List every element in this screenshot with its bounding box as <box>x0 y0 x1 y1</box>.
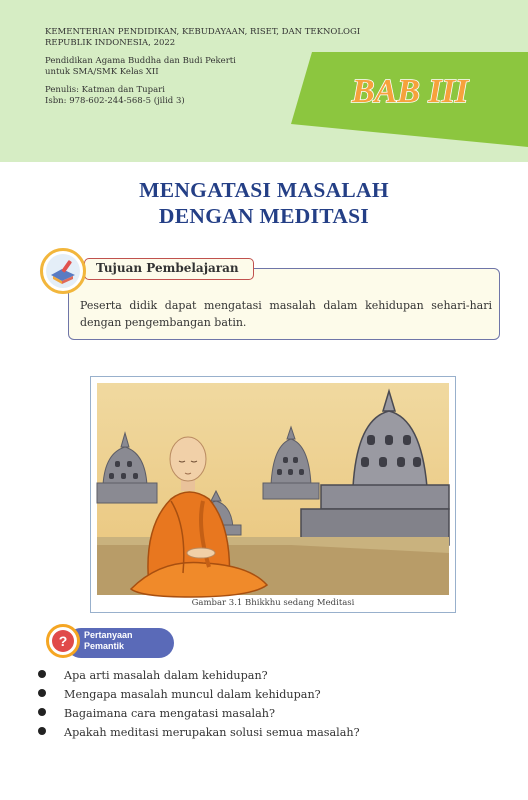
bullet-icon <box>38 727 46 735</box>
figure-caption: Gambar 3.1 Bhikkhu sedang Meditasi <box>191 598 355 608</box>
question-item <box>38 688 321 701</box>
trigger-questions-label-line-1: Pertanyaan <box>84 630 133 640</box>
learning-goal-label: Tujuan Pembelajaran <box>96 261 239 275</box>
bullet-icon <box>38 670 46 678</box>
chapter-title-line-1: MENGATASI MASALAH <box>139 178 389 202</box>
isbn: Isbn: 978-602-244-568-5 (jilid 3) <box>45 96 185 106</box>
book-title-line-2: untuk SMA/SMK Kelas XII <box>45 67 159 77</box>
question-text: Bagaimana cara mengatasi masalah? <box>64 707 275 720</box>
question-item <box>38 669 268 682</box>
figure-frame <box>90 376 456 613</box>
chapter-banner <box>0 0 528 162</box>
chapter-title-line-2: DENGAN MEDITASI <box>158 204 370 228</box>
learning-goal-text: Peserta didik dapat mengatasi masalah dalam kehidupan sehari-hari dengan pengembangan batin. <box>80 299 492 329</box>
bullet-icon <box>38 689 46 697</box>
question-icon <box>46 624 80 658</box>
svg-text:?: ? <box>58 633 68 649</box>
question-item <box>38 726 360 739</box>
trigger-questions-label-line-2: Pemantik <box>84 641 125 651</box>
monk-meditation-illustration <box>91 377 455 612</box>
trigger-questions-label <box>84 630 133 652</box>
question-text: Apa arti masalah dalam kehidupan? <box>64 669 268 682</box>
book-title-line-1: Pendidikan Agama Buddha dan Budi Pekerti <box>45 56 236 66</box>
chapter-label: BAB III <box>351 73 469 110</box>
publisher-line-1: KEMENTERIAN PENDIDIKAN, KEBUDAYAAN, RISET, DAN TEKNOLOGI <box>45 27 361 37</box>
question-text: Mengapa masalah muncul dalam kehidupan? <box>64 688 321 701</box>
question-item <box>38 707 275 720</box>
question-text: Apakah meditasi merupakan solusi semua masalah? <box>64 726 360 739</box>
learning-goal-icon <box>40 248 86 294</box>
authors: Penulis: Katman dan Tupari <box>45 85 165 95</box>
bullet-icon <box>38 708 46 716</box>
publisher-line-2: REPUBLIK INDONESIA, 2022 <box>45 38 176 48</box>
